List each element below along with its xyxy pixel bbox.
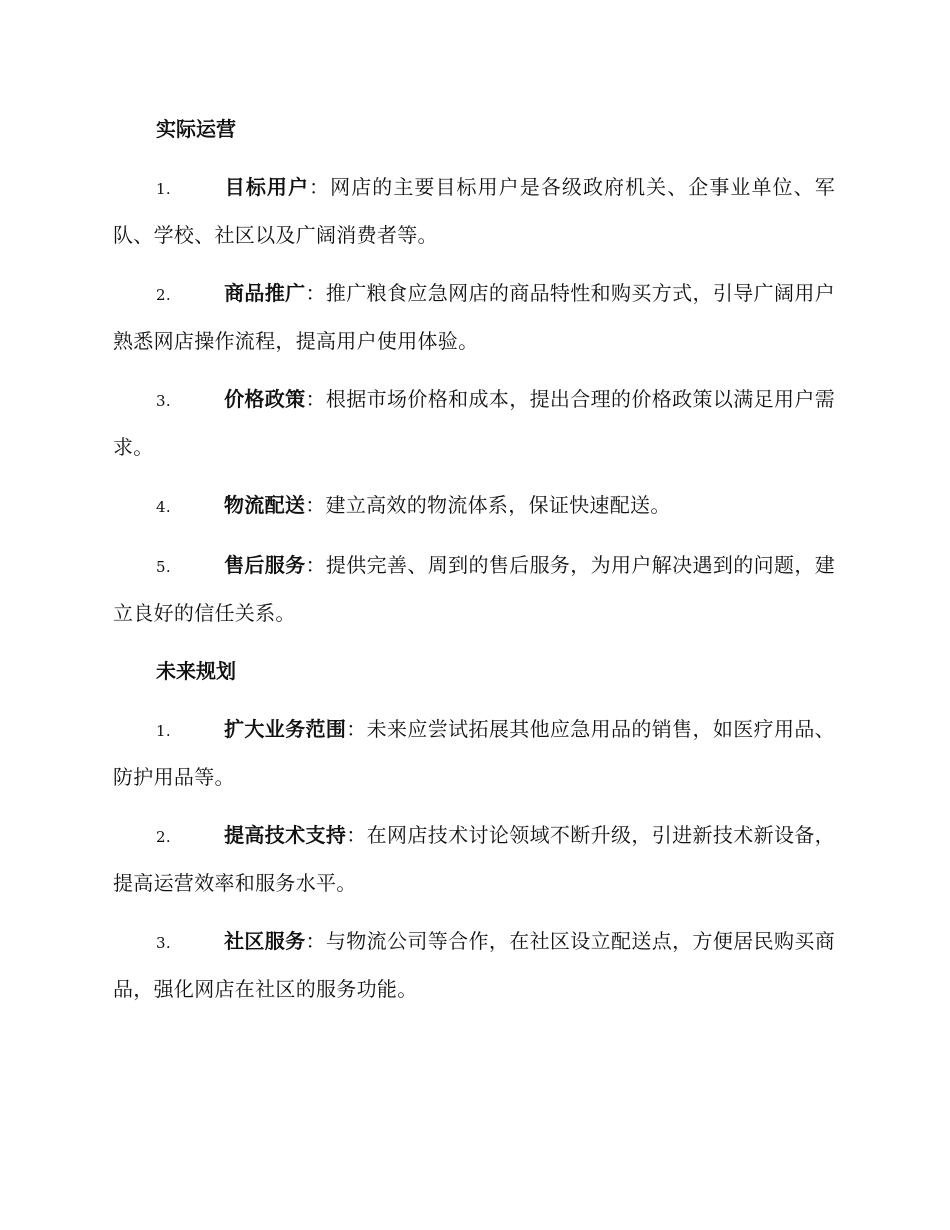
list-item-title: 社区服务 [224, 929, 306, 953]
list-item-number: 2. [156, 828, 171, 846]
list-item-separator: ： [346, 717, 367, 741]
list-item-separator: ： [309, 175, 331, 199]
list-item [113, 542, 835, 636]
list-item-number: 3. [156, 934, 171, 952]
list-item [113, 812, 835, 906]
list-item-number: 1. [156, 180, 171, 198]
list-item-title: 物流配送 [224, 493, 306, 517]
list-item-title: 商品推广 [224, 281, 306, 305]
list-item-title: 价格政策 [224, 387, 306, 411]
list-item-separator: ： [305, 281, 326, 305]
list-item-number: 2. [156, 286, 171, 304]
list-item [113, 706, 835, 800]
list-item-text: 在网店技术讨论领域不断升级，引进新技术新设备，提高运营效率和服务水平。 [113, 823, 835, 895]
list-item-title: 售后服务 [224, 553, 306, 577]
list-item-number: 1. [156, 722, 171, 740]
list-item-text: 未来应尝试拓展其他应急用品的销售，如医疗用品、防护用品等。 [113, 717, 835, 789]
list-item-number: 5. [156, 558, 171, 576]
list-item-text: 网店的主要目标用户是各级政府机关、企事业单位、军队、学校、社区以及广阔消费者等。 [113, 175, 835, 247]
list-item-text: 与物流公司等合作，在社区设立配送点，方便居民购买商品，强化网店在社区的服务功能。 [113, 929, 835, 1001]
list-item-number: 4. [156, 498, 171, 516]
list-item-title: 目标用户 [224, 175, 310, 199]
list-item-text: 根据市场价格和成本，提出合理的价格政策以满足用户需求。 [113, 387, 835, 459]
list-item [113, 918, 835, 1012]
document-page [113, 106, 835, 1024]
list-item-text: 推广粮食应急网店的商品特性和购买方式，引导广阔用户熟悉网店操作流程，提高用户使用体验。 [113, 281, 835, 353]
list-item-separator: ： [346, 823, 367, 847]
list-item [113, 482, 835, 530]
section-heading-operations: 实际运营 [156, 117, 236, 141]
list-item-title: 提高技术支持 [224, 823, 347, 847]
list-item-number: 3. [156, 392, 171, 410]
list-item-text: 建立高效的物流体系，保证快速配送。 [325, 493, 671, 517]
section-heading-future-plans: 未来规划 [156, 659, 236, 683]
list-item-separator: ： [305, 929, 326, 953]
list-item-separator: ： [305, 387, 326, 411]
list-item-separator: ： [305, 553, 326, 577]
list-item-separator: ： [305, 493, 326, 517]
list-item [113, 376, 835, 470]
list-item-text: 提供完善、周到的售后服务，为用户解决遇到的问题，建立良好的信任关系。 [113, 553, 835, 625]
list-item [113, 270, 835, 364]
list-item-title: 扩大业务范围 [224, 717, 347, 741]
list-item [113, 164, 835, 258]
